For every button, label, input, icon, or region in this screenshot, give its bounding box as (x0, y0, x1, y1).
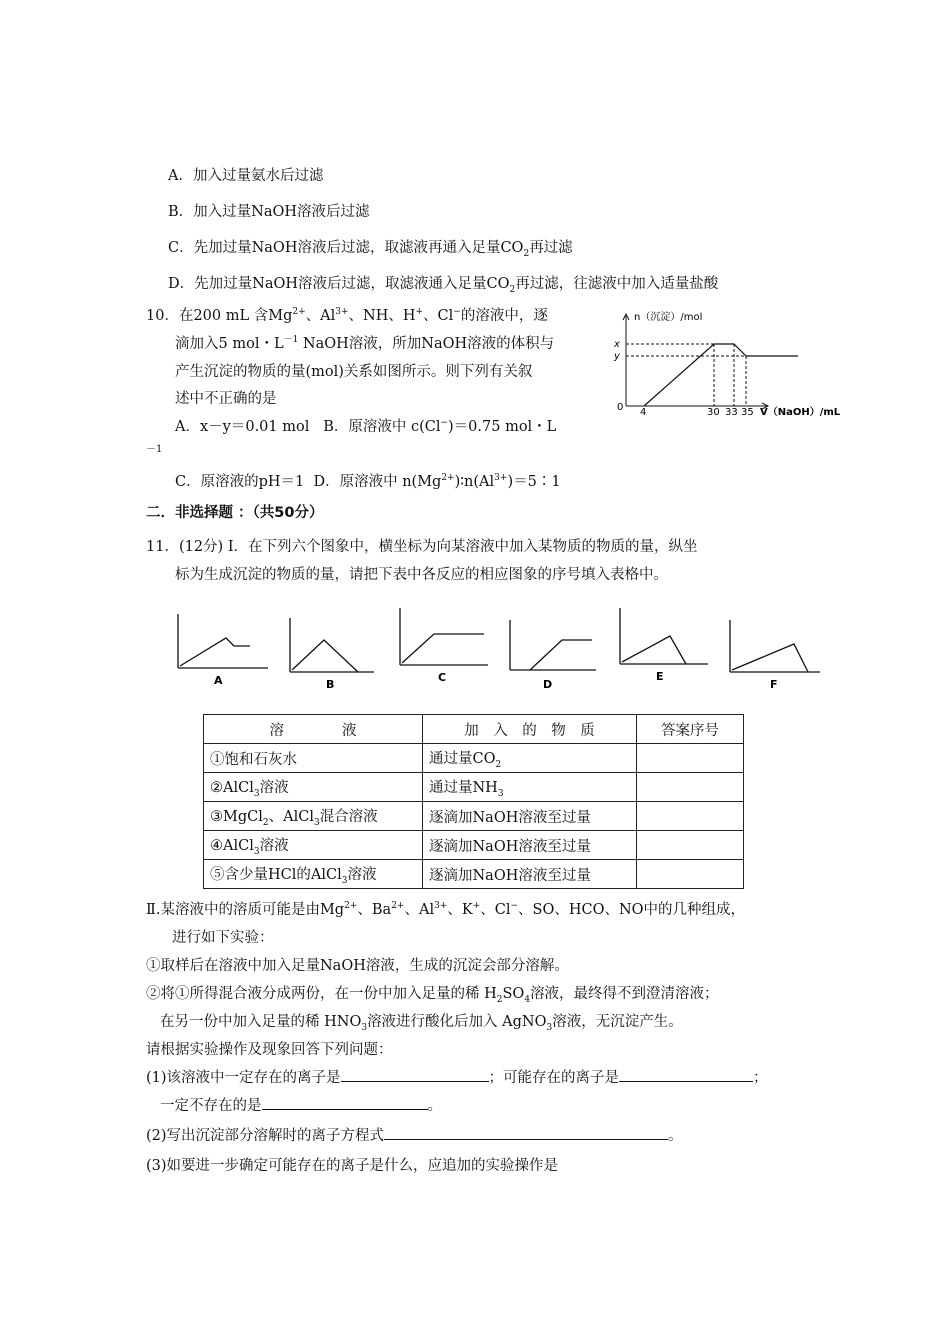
row4-added: 逐滴加NaOH溶液至过量 (423, 831, 637, 860)
row2-added: 通过量$NH_3$ (423, 773, 637, 802)
q10-stem-line4: 述中不正确的是 (175, 391, 277, 407)
row1-answer-cell[interactable] (637, 744, 744, 773)
q1-blank-absent[interactable] (262, 1095, 428, 1110)
q10-precipitate-graph (608, 306, 848, 420)
part2-q1: (1)该溶液中一定存在的离子是 ；可能存在的离子是 ； (146, 1066, 768, 1087)
answer-table (203, 714, 744, 889)
row1-added: 通过量$CO_2$ (423, 744, 637, 773)
graph-xlabel: V（NaOH）/mL (760, 407, 841, 418)
graph-label-e: E (656, 670, 664, 683)
part2-q3: (3)如要进一步确定可能存在的离子是什么，应追加的实验操作是 (146, 1158, 559, 1174)
row1-solution: ①饱和石灰水 (204, 744, 423, 773)
table-header-solution: 溶 液 (204, 715, 423, 744)
table-row (204, 831, 744, 860)
section-2-heading: 二．非选择题 ：（共50分） (146, 505, 324, 521)
part2-q2: (2)写出沉淀部分溶解时的离子方程式 。 (146, 1124, 683, 1145)
part2-ask: 请根据实验操作及现象回答下列问题： (146, 1042, 393, 1058)
graph-label-c: C (438, 671, 447, 684)
q9-option-c: C．先加过量NaOH溶液后过滤，取滤液再通入足量$CO_2$再过滤 (168, 240, 573, 259)
table-row (204, 860, 744, 889)
q10-stem-line1: 10．在200 mL 含$Mg^{2+}$、$Al^{3+}$、NH、H+、Cl−的溶液中，逐 (146, 307, 548, 324)
row2-answer-cell[interactable] (637, 773, 744, 802)
q11-line2: 标为生成沉淀的物质的量，请把下表中各反应的相应图象的序号填入表格中。 (175, 567, 668, 583)
graph-a (178, 614, 268, 668)
part2-line2: 进行如下实验： (172, 930, 274, 946)
q9-option-b: B．加入过量NaOH溶液后过滤 (168, 204, 370, 220)
graph-label-a: A (214, 674, 223, 687)
row3-solution: ③MgCl$_2$、AlCl$_3$混合溶液 (204, 802, 423, 831)
part2-step2: ②将①所得混合液分成两份，在一份中加入足量的稀 $H_2SO_4$溶液，最终得不到澄清溶液； (146, 986, 719, 1005)
graph-label-d: D (543, 678, 553, 691)
table-header-answer: 答案序号 (637, 715, 744, 744)
graph-label-b: B (326, 678, 335, 691)
graph-tick-30: 30 (707, 407, 720, 418)
part2-line1: Ⅱ.某溶液中的溶质可能是由$Mg^{2+}$、$Ba^{2+}$、$Al^{3+}$、K+、Cl−、SO、HCO、NO中的几种组成， (146, 901, 746, 918)
graph-b (290, 618, 374, 672)
part2-step3: 在另一份中加入足量的稀 $HNO_3$溶液进行酸化后加入 AgNO$_3$溶液，无沉淀产生。 (160, 1014, 683, 1033)
graph-label-f: F (770, 678, 778, 691)
table-row (204, 802, 744, 831)
graph-tick-4: 4 (640, 407, 647, 418)
q9-option-a: A．加入过量氨水后过滤 (168, 168, 324, 184)
row3-answer-cell[interactable] (637, 802, 744, 831)
graph-c (400, 608, 488, 665)
part2-q1-cont: 一定不存在的是 。 (160, 1094, 442, 1115)
q11-graphs-row (168, 600, 828, 696)
row4-answer-cell[interactable] (637, 831, 744, 860)
q11-line1: 11．(12分) Ⅰ．在下列六个图象中，横坐标为向某溶液中加入某物质的物质的量，纵坐 (146, 539, 698, 555)
graph-curve (644, 344, 798, 406)
row5-added: 逐滴加NaOH溶液至过量 (423, 860, 637, 889)
graph-d (510, 620, 596, 670)
q1-blank-present[interactable] (341, 1067, 489, 1082)
table-header-row (204, 715, 744, 744)
q9-option-d: D．先加过量NaOH溶液后过滤，取滤液通入足量$CO_2$再过滤，往滤液中加入适量盐酸 (168, 276, 719, 295)
part2-step1: ①取样后在溶液中加入足量NaOH溶液，生成的沉淀会部分溶解。 (146, 958, 569, 974)
graph-origin: 0 (617, 402, 624, 413)
table-header-added: 加 入 的 物 质 (423, 715, 637, 744)
q10-options-cd: C．原溶液的pH＝1 D．原溶液中 $n(Mg^{2+})∶n(Al^{3+})=5∶1$ (175, 473, 561, 490)
q10-options-ab: A．x－y＝0.01 mol B．原溶液中 c(Cl−)＝0.75 mol・L (175, 418, 557, 435)
q1-blank-possible[interactable] (619, 1067, 753, 1082)
row4-solution: ④AlCl$_3$溶液 (204, 831, 423, 860)
row5-solution: ⑤含少量HCl的AlCl$_3$溶液 (204, 860, 423, 889)
table-row (204, 744, 744, 773)
graph-y-x-label: x (614, 339, 620, 350)
row5-answer-cell[interactable] (637, 860, 744, 889)
graph-y-y-label: y (614, 351, 620, 362)
q10-option-b-wrap: －1 (146, 444, 163, 455)
graph-tick-33: 33 (725, 407, 738, 418)
row2-solution: ②AlCl$_3$溶液 (204, 773, 423, 802)
graph-tick-35: 35 (741, 407, 754, 418)
q2-blank-equation[interactable] (384, 1125, 668, 1140)
graph-ylabel: n（沉淀）/mol (634, 312, 703, 323)
graph-f (730, 620, 820, 672)
graph-e (620, 608, 708, 664)
q10-stem-line3: 产生沉淀的物质的量(mol)关系如图所示。则下列有关叙 (175, 364, 533, 380)
table-row (204, 773, 744, 802)
q10-stem-line2: 滴加入5 mol・$L^{-1}$ NaOH溶液，所加NaOH溶液的体积与 (175, 335, 555, 352)
row3-added: 逐滴加NaOH溶液至过量 (423, 802, 637, 831)
